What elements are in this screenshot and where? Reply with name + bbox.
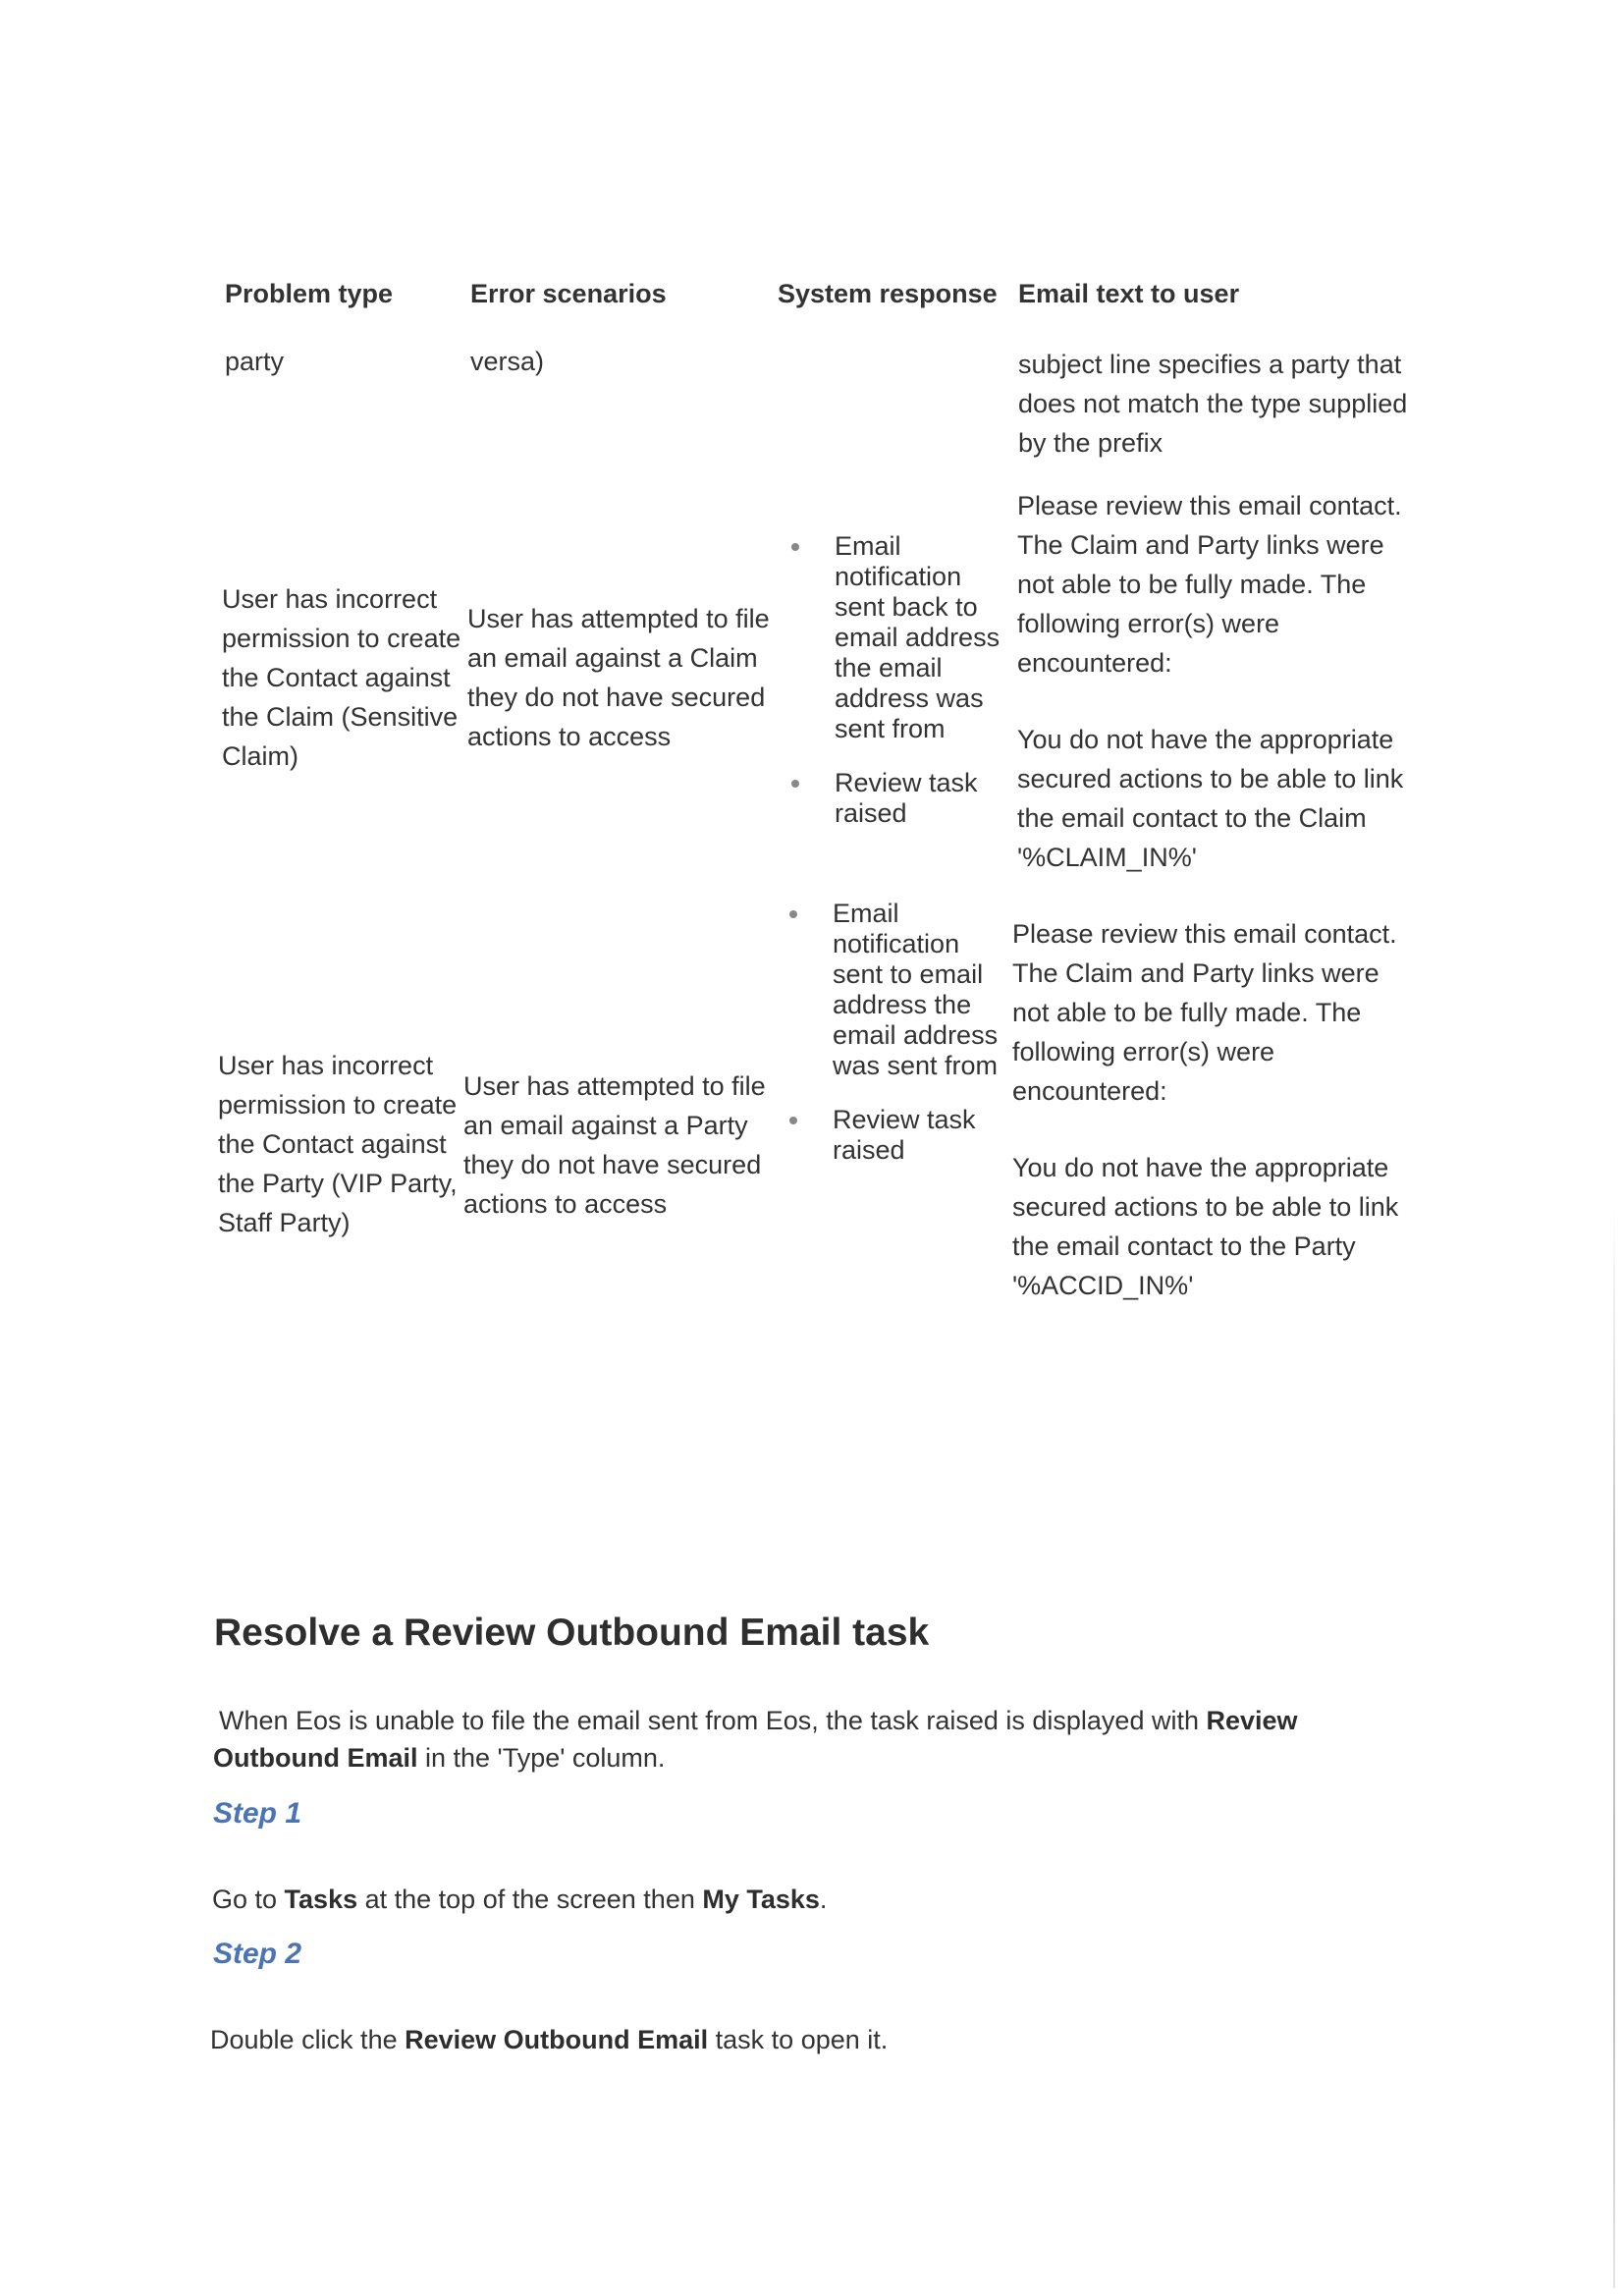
row2-problem-type: [218, 1046, 463, 1242]
text-line: notification: [835, 562, 962, 591]
task-type-label: Review Outbound Email: [405, 2025, 709, 2054]
text-line: Review task: [835, 768, 978, 797]
text-line: Please review this email contact.: [1017, 491, 1402, 520]
text-line: secured actions to be able to link: [1012, 1192, 1399, 1222]
text-line: email address: [833, 1020, 999, 1050]
list-item: [835, 768, 1021, 829]
tasks-menu-label: Tasks: [284, 1885, 358, 1914]
text-line: was sent from: [833, 1051, 999, 1080]
header-email-text: Email text to user: [1018, 279, 1240, 308]
text-line: Review task: [833, 1105, 976, 1134]
step-text: at the top of the screen then: [357, 1885, 703, 1914]
my-tasks-label: My Tasks: [702, 1885, 820, 1914]
text-line: encountered:: [1017, 648, 1172, 678]
text-line: by the prefix: [1018, 428, 1163, 458]
text-line: sent from: [835, 714, 946, 743]
row1-problem-type: [222, 579, 467, 776]
text-line: permission to create: [218, 1090, 458, 1120]
step-2-text: [210, 2021, 1388, 2058]
text-line: address the: [833, 990, 972, 1019]
text-line: actions to access: [463, 1189, 668, 1219]
text-line: notification: [833, 929, 960, 958]
row1-error-scenario: [467, 599, 782, 756]
text-line: User has incorrect: [218, 1051, 434, 1080]
text-line: Please review this email contact.: [1012, 919, 1397, 949]
text-line: following error(s) were: [1017, 609, 1280, 638]
email-paragraph: [1017, 486, 1439, 683]
step-1-label: Step 1: [213, 1797, 302, 1830]
email-paragraph: [1017, 720, 1439, 877]
header-system-response: System response: [778, 279, 998, 308]
text-line: actions to access: [467, 722, 672, 751]
text-line: an email against a Claim: [467, 643, 758, 673]
text-line: the email contact to the Party: [1012, 1231, 1356, 1261]
text-line: email address: [835, 623, 1001, 652]
continued-problem-type: party: [225, 347, 285, 376]
text-line: permission to create: [222, 624, 461, 653]
text-line: sent back to: [835, 592, 978, 622]
scanned-page-edge: [1613, 1208, 1615, 2288]
text-line: they do not have secured: [463, 1150, 762, 1179]
header-error-scenarios: Error scenarios: [470, 279, 667, 308]
text-line: User has attempted to file: [467, 604, 770, 633]
text-line: Email: [835, 531, 901, 561]
text-line: not able to be fully made. The: [1012, 998, 1362, 1027]
text-line: '%ACCID_IN%': [1012, 1271, 1194, 1300]
intro-bold-text: Review Outbound Email: [213, 1706, 1298, 1773]
list-item: [833, 899, 1019, 1081]
text-line: raised: [835, 798, 907, 828]
email-paragraph: [1012, 1148, 1434, 1305]
continued-email-text: [1018, 345, 1431, 463]
step-text: task to open it.: [708, 2025, 889, 2054]
text-line: an email against a Party: [463, 1111, 748, 1140]
text-line: the Party (VIP Party,: [218, 1169, 458, 1198]
text-line: Email: [833, 899, 899, 928]
text-line: Staff Party): [218, 1208, 351, 1237]
bullet-icon: [791, 543, 799, 551]
text-line: address was: [835, 683, 984, 713]
text-line: the Claim (Sensitive: [222, 702, 459, 732]
text-line: the email contact to the Claim: [1017, 803, 1367, 833]
text-line: encountered:: [1012, 1076, 1167, 1106]
text-line: the email: [835, 653, 943, 683]
bullet-icon: [789, 1117, 797, 1124]
section-heading: Resolve a Review Outbound Email task: [214, 1612, 930, 1654]
row1-email-text: [1017, 486, 1439, 914]
text-line: sent to email: [833, 959, 984, 989]
step-2-label: Step 2: [213, 1938, 302, 1970]
bullet-icon: [791, 780, 799, 788]
step-1-text: [212, 1881, 1390, 1918]
text-line: Claim): [222, 741, 298, 771]
list-item: [833, 1105, 1019, 1166]
row1-system-response: [835, 531, 1021, 852]
text-line: The Claim and Party links were: [1017, 530, 1384, 560]
text-line: the Contact against: [222, 663, 451, 692]
text-line: '%CLAIM_IN%': [1017, 843, 1197, 872]
list-item: [835, 531, 1021, 744]
email-paragraph: [1012, 914, 1434, 1111]
header-problem-type: Problem type: [225, 279, 394, 308]
text-line: secured actions to be able to link: [1017, 764, 1404, 793]
text-line: User has incorrect: [222, 584, 438, 614]
row2-system-response: [833, 899, 1019, 1189]
section-intro: [213, 1702, 1342, 1777]
intro-text: When Eos is unable to file the email sent from Eos, the task raised is displayed with: [219, 1706, 1207, 1735]
bullet-icon: [789, 910, 797, 918]
continued-error-scenario: versa): [470, 347, 545, 376]
text-line: they do not have secured: [467, 683, 766, 712]
text-line: You do not have the appropriate: [1012, 1153, 1389, 1182]
text-line: The Claim and Party links were: [1012, 958, 1380, 988]
text-line: User has attempted to file: [463, 1071, 766, 1101]
text-line: does not match the type supplied: [1018, 389, 1408, 418]
text-line: raised: [833, 1135, 905, 1165]
row2-email-text: [1012, 914, 1434, 1342]
text-line: You do not have the appropriate: [1017, 725, 1394, 754]
step-text: .: [819, 1885, 828, 1914]
step-text: Double click the: [210, 2025, 406, 2054]
intro-text-suffix: in the 'Type' column.: [417, 1743, 666, 1773]
text-line: subject line specifies a party that: [1018, 350, 1402, 379]
text-line: following error(s) were: [1012, 1037, 1275, 1066]
row2-error-scenario: [463, 1066, 778, 1224]
text-line: the Contact against: [218, 1129, 447, 1159]
step-text: Go to: [212, 1885, 285, 1914]
text-line: not able to be fully made. The: [1017, 570, 1367, 599]
